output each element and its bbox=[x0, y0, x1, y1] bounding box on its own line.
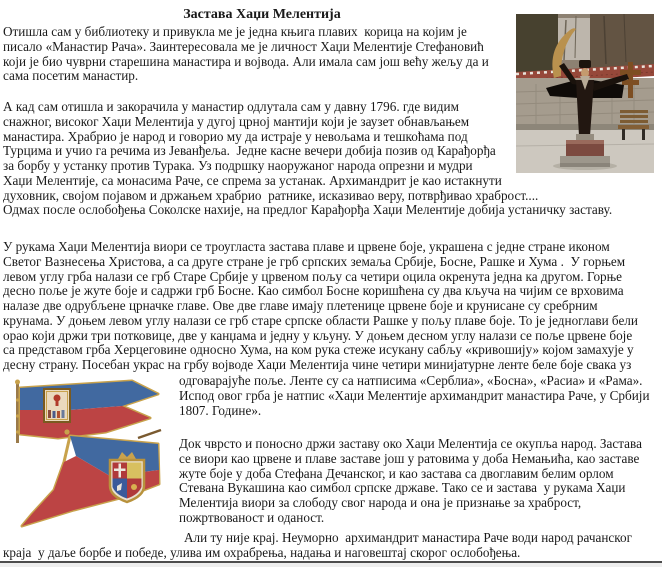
statue-photo bbox=[516, 14, 654, 173]
paragraph-flag-description: У рукама Хаџи Мелентија виори се троугласта застава плаве и црвене боје, украшена с једне стране иконом Светог Вазнесења Христова, а са друге стране је грб српских земаља Србије, Босне, Рашке и Хума . У горњем левом углу грба налази се грб Старе Србије у црвеном пољу са четири оцила окренута једна ка другом. Горње десно поље је жуте боје и садржи грб Босне. Као симбол Босне коришћена су два кључа на чијим се врховима налазе две одрубљене црначке главе. Ове две главе имају плетенице црвене боје и крунисане су сребрним крунама. У доњем левом углу налази се грб старе српске области Рашке у пољу плаве боје. То је једноглави бели орао који држи три потковице, две у канџама и једну у кљуну. У доњем десном углу налази се поље црвене боје са представом грба Херцеговине односно Хума, на ком рука стеже исукану сабљу «кривошију» којом замахује у десну страну. Посебан украс на грбу војводе Хаџи Мелентија чине четири минијатурне ленте беле боје свака уз bbox=[3, 239, 638, 372]
flags-illustration bbox=[10, 378, 162, 533]
document-title: Застава Хаџи Мелентија bbox=[183, 7, 341, 22]
paragraph-flag-legacy: Док чврсто и поносно држи заставу око Хаџи Мелентија се окупља народ. Застава се виори као црвене и плаве заставе још у ратовима у доба Немањића, као заставе жуте боје у доба Стефана Дечанског, и као застава са двоглавим белим орлом Стевана Вукашина као симбол српске државе. Тако се и застава у рукама Хаџи Мелентија виори за слободу свог народа и она је признање за храброст, пожртвованост и оданост. bbox=[179, 436, 642, 525]
paragraph-intro: Отишла сам у библиотеку и привукла ме је једна књига плавих корица на којим је писало «Манастир Рача». Заинтересовала ме је личност Хаџи Мелентије Стефановић који је био чуврни старешина манастира и војвода. Али имала сам још већу жељу да и сама посетим манастир. bbox=[3, 24, 489, 84]
top-flag-red-field bbox=[20, 406, 150, 438]
flag-staff bbox=[138, 430, 161, 438]
coat-of-arms-icon bbox=[110, 452, 144, 502]
paragraph-flag-description-continued: одговарајуће поље. Ленте су са натписима «Серблиа», «Босна», «Расиа» и «Рама». Испод овог грба је натпис «Хаџи Мелентије архимандрит манастира Раче, у Србији 1807. Године». bbox=[179, 373, 650, 418]
bottom-strip bbox=[0, 563, 662, 567]
paragraph-history: А кад сам отишла и закорачила у манастир одлутала сам у давну 1796. где видим снажног, високог Хаџи Мелентија у дугој црној мантији који је заузет обнављањем манастира. Храбрио је народ и говорио му да истраје у невољама и тешкоћама под Турцима и учио га речима из Јеванђеља. Једне касне вечери добија позив од Карађорђа за борбу у устанку против Турака. Уз подршку наоружаног народа опрезни и мудри Хаџи Мелентије, са монасима Раче, се спрема за устанак. Архимандрит је као истакнути духовник, својом појавом и држањем храбрио ратнике, исказивао веру, потврђивао храброст.... Одмах после ослобођења Соколске нахије, на предлог Карађорђа Хаџи Мелентије добија устаничку заставу. bbox=[3, 99, 613, 218]
flag-tassel bbox=[64, 429, 69, 434]
photo-right-trees bbox=[590, 14, 654, 72]
paragraph-closing-line1: Али ту није крај. Неуморно архимандрит манастира Раче води народ рачанског bbox=[184, 530, 632, 545]
paragraph-closing-line2: краја у даље борбе и победе, улива им охрабрења, надања и наговештај скорог ослобођења. bbox=[3, 545, 521, 560]
top-flag bbox=[15, 380, 158, 444]
photo-dark-trees bbox=[516, 14, 558, 74]
ascension-icon bbox=[44, 389, 70, 422]
bottom-flag bbox=[22, 429, 161, 526]
